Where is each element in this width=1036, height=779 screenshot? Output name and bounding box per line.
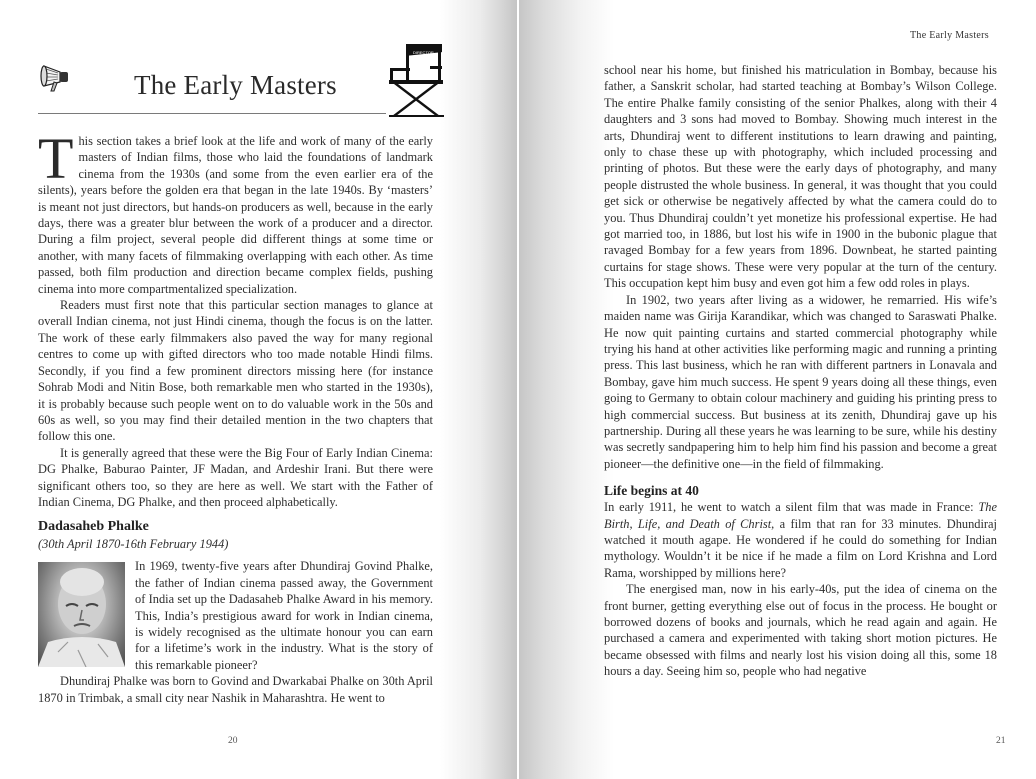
left-page-body	[38, 126, 433, 706]
paragraph: school near his home, but finished his matriculation in Bombay, because his father, a Sanskrit scholar, had started teaching at Bombay’s Wilson College. The entire Phalke family consisting of the senior Phalkes, along with their 4 daughters and 3 sons had moved to Bombay. Showing much interest in the arts, Dhundiraj went to different institutions to learn drawing and painting, only to chase these up with photography, which included processing and printing of photos. But these were the early days of photography, and many people distrusted the whole business. In general, it was thought that you could get sick or otherwise be negatively affected by what the camera could do to you. Thus Dhundiraj couldn’t yet monetize his professional expertise. He had got married too, in 1886, but lost his wife in 1900 in the bubonic plague that ravaged Bombay for a few years from 1896. Downbeat, he started painting curtains for stage shows. These were very popular at the turn of the century. This occupation kept him busy and even got him a few odd roles in plays.	[604, 63, 997, 291]
page-number: 21	[996, 736, 1006, 746]
chapter-header	[38, 44, 448, 118]
directors-chair-icon	[386, 44, 446, 118]
paragraph: In 1902, two years after living as a widower, he remarried. His wife’s maiden name was Girija Karandikar, which was changed to Saraswati Phalke. He now quit painting curtains and started commercial photography while trying his hand at other activities like performing magic and running a printing press. This last business, which he ran with different partners in Lonavala and Bombay, gave him much success. He spent 9 years doing all these things, even going to Germany to obtain colour machinery and guiding his printing press to high commercial success. But business at its zenith, Dhundiraj gave up his partnership. During all these years he was learning to be sure, while his destiny was secretly sandpapering him to help him find his passion and become a great pioneer—the definitive one—in the field of filmmaking.	[604, 292, 997, 471]
right-page-body	[604, 62, 997, 680]
portrait-image	[38, 562, 125, 667]
section-heading: Life begins at 40	[604, 483, 699, 499]
left-page	[0, 0, 517, 779]
megaphone-icon	[38, 60, 74, 92]
paragraph: Readers must first note that this particular section manages to glance at overall Indian cinema, not just Hindi cinema, though the focus is on the latter. The work of these early filmmakers also paved the way for many regional centres to come up with gifted directors who too made notable Hindi films. Secondly, if you find a few prominent directors missing here (for instance Sohrab Modi and Nitin Bose, both remarkable men who started in the 1930s), it is probably because such people went on to do valuable work in the 50s and 60s as well, so you may find their detailed mention in the two chapters that follow this one.	[38, 298, 433, 444]
svg-text:DIRECTOR: DIRECTOR	[413, 50, 434, 55]
intro-paragraph: This section takes a brief look at the life and work of many of the early masters of Indian films, those who laid the foundations of landmark cinema from the 1930s (and some from the even earlier era of the silents), years before the golden era that began in the late 1940s. By ‘masters’ is meant not just directors, but hands-on producers as well, because in the early days, there was a greater blur between the work of a producer and a director. During a film project, several people did different things at some time or another, with many facets of filmmaking overlapping with each other. As time passed, both film production and direction became complex fields, pushing cinema into more compartmentalized specialization.	[38, 126, 433, 296]
film-title: The Birth, Life, and Death of Christ	[604, 500, 997, 531]
title-rule	[38, 113, 386, 114]
page-number: 20	[228, 736, 238, 746]
bio-paragraph: In 1969, twenty-five years after Dhundiraj Govind Phalke, the father of Indian cinema passed away, the Government of India set up the Dadasaheb Phalke Award in his memory. This, India’s prestigious award for work in Indian cinema, is widely recognised as the ultimate honour you can earn for a lifetime’s work in the industry. What is the story of this remarkable pioneer?	[135, 559, 433, 672]
running-head: The Early Masters	[910, 30, 989, 41]
drop-cap: T	[38, 126, 74, 191]
paragraph: It is generally agreed that these were the Big Four of Early Indian Cinema: DG Phalke, Baburao Painter, JF Madan, and Ardeshir Irani. But there were significant others too, so they are here as well. We start with the Father of Indian Cinema, DG Phalke, and then proceed alphabetically.	[38, 445, 433, 509]
bio-heading: Dadasaheb Phalke	[38, 519, 149, 535]
paragraph: The energised man, now in his early-40s, put the idea of cinema on the front burner, getting everything else out of focus in the process. He bought or borrowed dozens of books and journals, which he read again and again. He purchased a camera and experimented with taking short motion pictures. He became obsessed with films and nearly lost his vision doing all this, some 18 hours a day. Seeing him so, people who had negative	[604, 582, 997, 679]
chapter-title: The Early Masters	[134, 70, 337, 100]
paragraph: In early 1911, he went to watch a silent film that was made in France: The Birth, Life, and Death of Christ, a film that ran for 33 minutes. Dhundiraj watched it mouth agape. He wondered if he could do something for Indian mythology. Wouldn’t it be nice if he made a film on Lord Krishna and Lord Rama, worshipped by millions here?	[604, 500, 997, 580]
bio-paragraph: Dhundiraj Phalke was born to Govind and Dwarkabai Phalke on 30th April 1870 in Trimbak, a small city near Nashik in Maharashtra. He went to	[38, 674, 433, 705]
bio-dates: (30th April 1870-16th February 1944)	[38, 537, 229, 552]
